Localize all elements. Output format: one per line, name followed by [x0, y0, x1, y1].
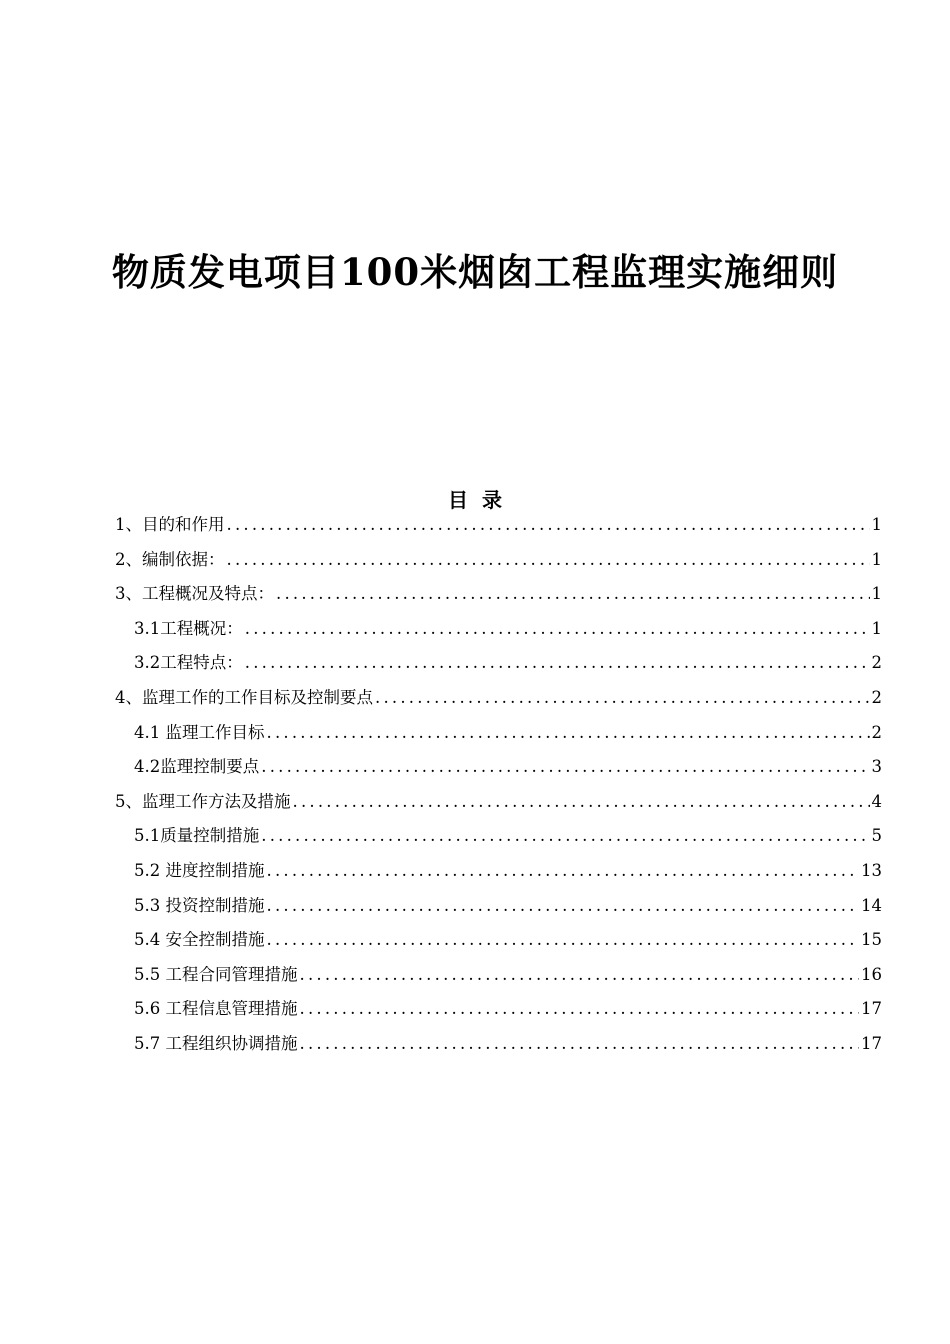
toc-dot-leader [267, 854, 860, 889]
toc-entry-label: 5.3 投资控制措施 [134, 895, 265, 915]
toc-entry-page: 2 [871, 722, 882, 742]
toc-entry-page: 14 [861, 895, 882, 915]
toc-entry-label: 3.1工程概况： [134, 618, 243, 638]
toc-entry-5-6[interactable] [115, 992, 882, 1027]
toc-entry-4-1[interactable] [115, 716, 882, 751]
toc-entry-5-7[interactable] [115, 1027, 882, 1062]
toc-entry-label: 4.2监理控制要点 [134, 757, 260, 777]
toc-entry-5-4[interactable] [115, 923, 882, 958]
document-title: 物质发电项目100米烟囱工程监理实施细则 [111, 249, 839, 294]
toc-entry-3-2[interactable] [115, 646, 882, 681]
toc-dot-leader [300, 992, 860, 1027]
toc-entry-5[interactable] [115, 785, 882, 820]
toc-dot-leader [245, 612, 870, 647]
toc-dot-leader [267, 716, 870, 751]
toc-dot-leader [261, 750, 869, 785]
toc-dot-leader [245, 646, 870, 681]
toc-entry-page: 1 [871, 618, 882, 638]
toc-entry-4-2[interactable] [115, 750, 882, 785]
toc-entry-label: 5.7 工程组织协调措施 [134, 1033, 298, 1053]
toc-dot-leader [227, 543, 870, 578]
toc-entry-label: 5.5 工程合同管理措施 [134, 964, 298, 984]
toc-entry-5-5[interactable] [115, 958, 882, 993]
toc-dot-leader [267, 923, 860, 958]
toc-entry-3-1[interactable] [115, 612, 882, 647]
table-of-contents [115, 508, 882, 1062]
toc-entry-5-3[interactable] [115, 889, 882, 924]
toc-entry-1[interactable] [115, 508, 882, 543]
toc-entry-4[interactable] [115, 681, 882, 716]
toc-entry-label: 5.6 工程信息管理措施 [134, 999, 298, 1019]
toc-entry-label: 3、工程概况及特点： [115, 584, 274, 604]
toc-dot-leader [293, 785, 870, 820]
toc-entry-page: 5 [871, 826, 882, 846]
toc-dot-leader [261, 819, 869, 854]
toc-entry-5-1[interactable] [115, 819, 882, 854]
toc-entry-label: 5.4 安全控制措施 [134, 930, 265, 950]
toc-entry-page: 15 [861, 930, 882, 950]
toc-entry-5-2[interactable] [115, 854, 882, 889]
toc-entry-page: 1 [871, 515, 882, 534]
toc-heading: 目 录 [448, 488, 502, 512]
toc-entry-page: 2 [871, 687, 882, 707]
toc-entry-label: 1、目的和作用 [115, 515, 225, 534]
toc-dot-leader [227, 508, 870, 543]
toc-entry-page: 13 [861, 860, 882, 880]
toc-entry-page: 1 [871, 584, 882, 604]
toc-entry-label: 5.2 进度控制措施 [134, 860, 265, 880]
toc-entry-page: 3 [871, 757, 882, 777]
toc-entry-page: 16 [861, 964, 882, 984]
toc-entry-label: 5.1质量控制措施 [134, 826, 260, 846]
toc-entry-label: 5、监理工作方法及措施 [115, 791, 291, 811]
toc-entry-3[interactable] [115, 577, 882, 612]
toc-entry-page: 2 [871, 653, 882, 673]
toc-dot-leader [300, 958, 860, 993]
toc-entry-page: 17 [861, 999, 882, 1019]
toc-entry-2[interactable] [115, 543, 882, 578]
toc-dot-leader [276, 577, 870, 612]
toc-entry-page: 17 [861, 1033, 882, 1053]
toc-entry-label: 4.1 监理工作目标 [134, 722, 265, 742]
toc-dot-leader [375, 681, 870, 716]
toc-entry-page: 4 [871, 791, 882, 811]
toc-entry-page: 1 [871, 549, 882, 569]
toc-dot-leader [267, 889, 860, 924]
toc-entry-label: 4、监理工作的工作目标及控制要点 [115, 687, 373, 707]
toc-entry-label: 3.2工程特点： [134, 653, 243, 673]
toc-entry-label: 2、编制依据： [115, 549, 225, 569]
toc-dot-leader [300, 1027, 860, 1062]
